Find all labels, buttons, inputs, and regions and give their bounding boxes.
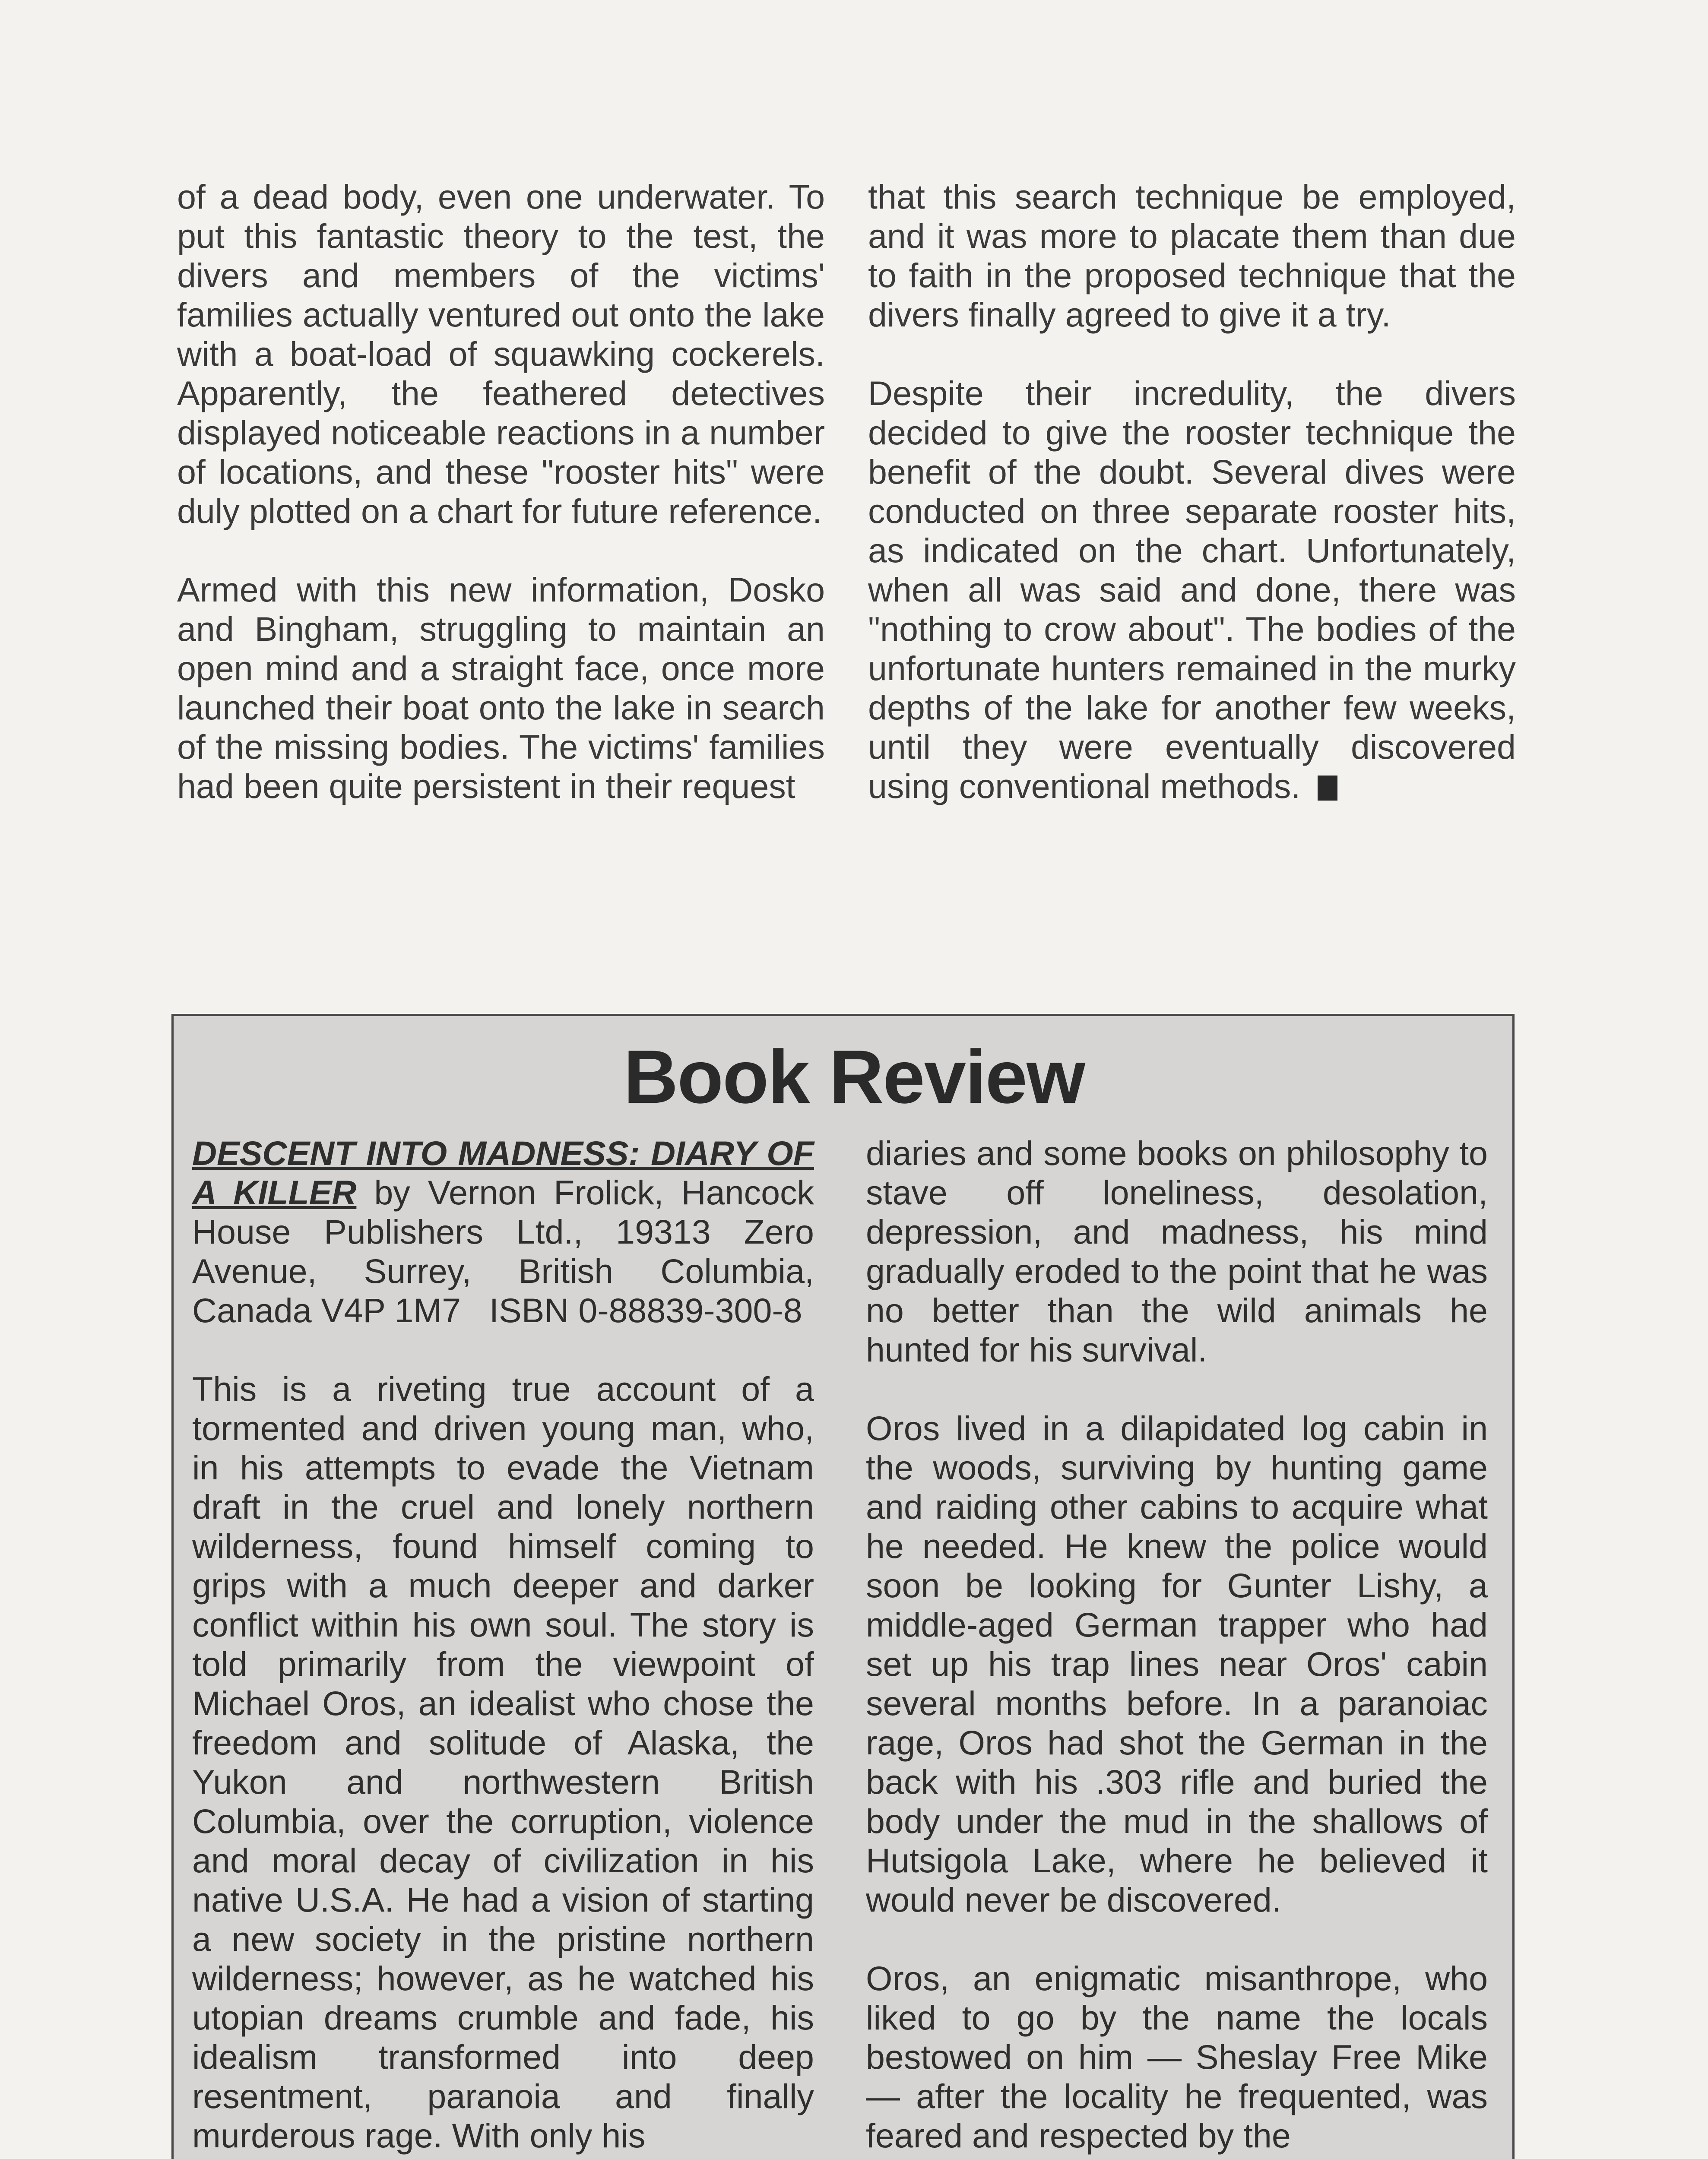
book-publication-info: by Vernon Frolick, Hancock House Publishers Ltd., 19313 Zero Avenue, Surrey, British Columbia, Canada V4P 1M7 ISBN 0-88839-300-8	[192, 1173, 824, 1330]
review-paragraph: diaries and some books on philosophy to stave off loneliness, desolation, depression, and madness, his mind gradually eroded to the point that he was no better than the wild animals he hunted for his survival.	[866, 1134, 1488, 1369]
article-paragraph: Armed with this new information, Dosko and Bingham, struggling to maintain an open mind and a straight face, once more launched their boat onto the lake in search of the missing bodies. The victims' families had been quite persistent in their request	[177, 570, 825, 805]
article-paragraph: that this search technique be employed, and it was more to placate them than due to faith in the proposed technique that the divers finally agreed to give it a try.	[868, 177, 1516, 334]
article-paragraph: of a dead body, even one underwater. To put this fantastic theory to the test, the divers and members of the victims' families actually ventured out onto the lake with a boat-load of squawking cockerels. Apparently, the feathered detectives displayed noticeable reactions in a number of locations, and these "rooster hits" were duly plotted on a chart for future reference.	[177, 177, 825, 530]
review-column-right	[866, 1133, 1488, 2155]
end-of-article-square-icon	[1318, 776, 1337, 801]
book-review-heading: Book Review	[623, 1035, 1085, 1119]
article-column-right	[868, 177, 1516, 806]
review-paragraph: This is a riveting true account of a tormented and driven young man, who, in his attempts to evade the Vietnam draft in the cruel and lonely northern wilderness, found himself coming to grips with a much deeper and darker conflict within his own soul. The story is told primarily from the viewpoint of Michael Oros, an idealist who chose the freedom and solitude of Alaska, the Yukon and northwestern British Columbia, over the corruption, violence and moral decay of civilization in his native U.S.A. He had a vision of starting a new society in the pristine northern wilderness; however, as he watched his utopian dreams crumble and fade, his idealism transformed into deep resentment, paranoia and finally murderous rage. With only his	[192, 1370, 814, 2155]
article-paragraph-final	[868, 374, 1516, 806]
article-column-left	[177, 177, 825, 806]
review-column-left	[192, 1133, 824, 2155]
book-title: DESCENT INTO MADNESS: DIARY OF A KILLER	[192, 1134, 814, 1212]
review-paragraph: Oros, an enigmatic misanthrope, who liked to go by the name the locals bestowed on him — Sheslay Free Mike — after the locality he frequented, was feared and respected by the	[866, 1959, 1488, 2155]
review-paragraph: Oros lived in a dilapidated log cabin in the woods, surviving by hunting game and raiding other cabins to acquire what he needed. He knew the police would soon be looking for Gunter Lishy, a middle-aged German trapper who had set up his trap lines near Oros' cabin several months before. In a paranoiac rage, Oros had shot the German in the back with his .303 rifle and buried the body under the mud in the shallows of Hutsigola Lake, where he believed it would never be discovered.	[866, 1409, 1488, 1919]
book-citation	[192, 1133, 824, 1330]
article-paragraph-text: Despite their incredulity, the divers decided to give the rooster technique the benefit of the doubt. Several dives were conducted on three separate rooster hits, as indicated on the chart. Unfortunately, when all was said and done, there was "nothing to crow about". The bodies of the unfortunate hunters remained in the murky depths of the lake for another few weeks, until they were eventually discovered using conventional methods.	[868, 374, 1516, 805]
